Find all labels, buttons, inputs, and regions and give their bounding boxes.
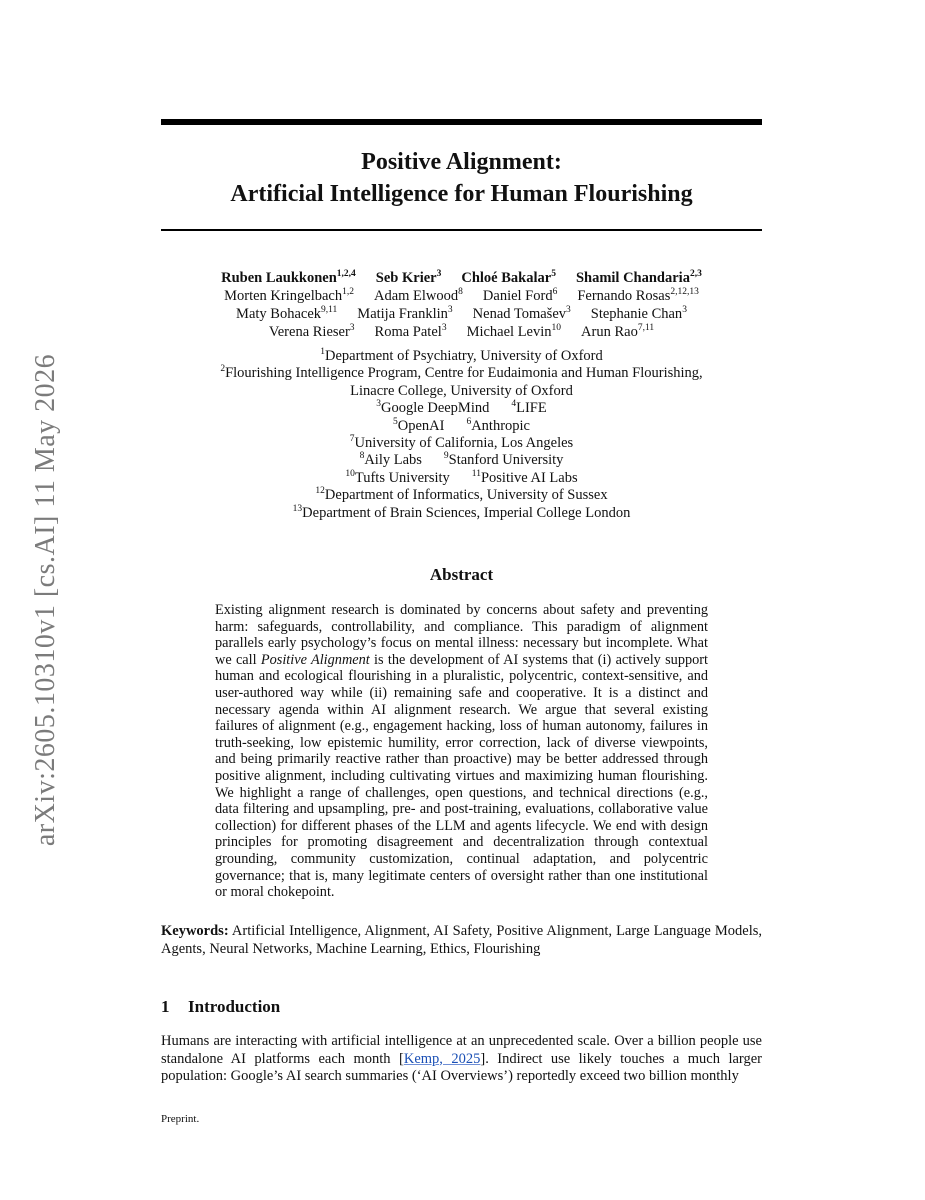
introduction-paragraph — [161, 1033, 762, 1086]
affiliation-text: Stanford University — [448, 452, 564, 469]
abstract-emphasis: Positive Alignment — [260, 651, 370, 668]
keywords-text: Artificial Intelligence, Alignment, AI Safety, Positive Alignment, Large Language Models, Agents, Neural Networks, Machine Learning, Ethics, Flourishing — [161, 923, 763, 957]
citation-link-kemp-2025[interactable]: Kemp, 2025 — [403, 1050, 481, 1067]
author-name-text: Shamil Chandaria — [575, 270, 690, 286]
author-name — [374, 287, 463, 305]
affiliation-text: Positive AI Labs — [480, 469, 578, 486]
author-name — [591, 305, 687, 323]
author-name-text: Verena Rieser — [268, 324, 350, 340]
author-name-text: Ruben Laukkonen — [221, 270, 337, 286]
author-affiliation-marker: 3 — [566, 305, 571, 316]
author-affiliation-marker: 1,2,4 — [336, 269, 356, 280]
author-line — [161, 287, 762, 305]
author-affiliation-marker: 3 — [441, 323, 447, 334]
affiliation-text: Anthropic — [471, 417, 530, 434]
affiliation-marker: 6 — [466, 416, 472, 427]
affiliation-text: Flourishing Intelligence Program, Centre for Eudaimonia and Human Flourishing, — [225, 365, 703, 382]
author-affiliation-marker: 10 — [551, 323, 562, 334]
affiliation — [444, 452, 564, 468]
affiliation-line — [161, 418, 762, 435]
affiliation-marker: 10 — [345, 469, 355, 480]
affiliation — [220, 365, 702, 381]
affiliation-text: Linacre College, University of Oxford — [350, 382, 573, 399]
abstract-text-rest: is the development of AI systems that (i) actively support human and ecological flourishing in a pluralistic, polycentric, context-sensitive, and user-authored way while (ii) remaining safe and cooperative. It is a distinct and necessary agenda within AI alignment research. We argue that several existing failures of alignment (e.g., engagement hacking, loss of human autonomy, failures in truth-seeking, low epistemic humility, error correction, lack of diverse viewpoints, and being primarily reactive rather than proactive) may be better addressed through positive alignment, including cultivating virtues and maximizing human flourishing. We highlight a range of challenges, open questions, and technical directions (e.g., data filtering and upsampling, pre- and post-training, evaluations, collaborative value collection) for different phases of the LLM and agents lifecycle. We end with design principles for promoting disagreement and decentralization through contextual grounding, community customization, continual adaptation, and polycentric governance; that is, many legitimate centers of oversight rather than one institutional or moral chokepoint. — [215, 651, 708, 901]
author-line — [161, 269, 762, 287]
author-name-text: Maty Bohacek — [236, 306, 322, 322]
affiliation-text: University of California, Los Angeles — [354, 435, 574, 452]
affiliation-line — [161, 505, 762, 522]
affiliation — [350, 435, 573, 451]
author-affiliation-marker: 1,2 — [342, 287, 354, 298]
author-name-text: Nenad Tomašev — [472, 306, 567, 322]
affiliation-line — [161, 487, 762, 504]
author-name-text: Fernando Rosas — [577, 288, 671, 304]
affiliation-text: Department of Brain Sciences, Imperial College London — [302, 504, 631, 521]
author-name — [581, 323, 654, 341]
affiliation-line — [161, 435, 762, 452]
author-affiliation-marker: 3 — [349, 323, 355, 334]
arxiv-identifier: arXiv:2605.10310v1 [cs.AI] 11 May 2026 — [30, 353, 61, 847]
affiliation-text: Tufts University — [354, 469, 450, 486]
author-affiliation-marker: 6 — [552, 287, 558, 298]
affiliation-marker: 11 — [471, 469, 481, 480]
author-affiliation-marker: 8 — [458, 287, 463, 298]
author-affiliation-marker: 5 — [551, 269, 556, 280]
affiliation — [293, 505, 631, 521]
author-name-text: Chloé Bakalar — [461, 270, 552, 286]
author-name — [236, 305, 337, 323]
intro-text-start: Humans are interacting with artificial intelligence at an unprecedented scale. Over a billion people use standalone AI platforms each month [ — [161, 1033, 762, 1067]
author-name — [224, 287, 354, 305]
affiliation — [360, 452, 422, 468]
author-name — [577, 287, 699, 305]
affiliation-marker: 5 — [392, 416, 398, 427]
author-name-text: Morten Kringelbach — [224, 288, 343, 304]
author-name-text: Daniel Ford — [482, 288, 553, 304]
affiliation — [511, 400, 546, 416]
author-affiliation-marker: 3 — [447, 305, 453, 316]
author-affiliation-marker: 2,3 — [689, 269, 702, 280]
affiliation-text: OpenAI — [397, 417, 445, 434]
title-line-2: Artificial Intelligence for Human Flourishing — [230, 181, 693, 207]
title-bottom-rule — [161, 229, 762, 231]
author-name-text: Matija Franklin — [357, 306, 448, 322]
affiliation-line — [161, 470, 762, 487]
abstract-text-start: Existing alignment research is dominated by concerns about safety and preventing harm: safeguards, controllability, and compliance. This paradigm of alignment parallels early psychology’s focus on mental illness: necessary but incomplete. What we call — [215, 602, 708, 668]
affiliation — [320, 348, 602, 364]
affiliation-marker: 13 — [292, 503, 303, 514]
author-list — [161, 269, 762, 341]
affiliation-text: Department of Informatics, University of Sussex — [324, 487, 608, 504]
author-name — [467, 323, 561, 341]
section-heading-introduction — [161, 997, 280, 1017]
author-name — [461, 269, 556, 287]
affiliation-text: LIFE — [516, 400, 547, 417]
author-affiliation-marker: 2,12,13 — [670, 287, 699, 298]
affiliation-marker: 8 — [359, 451, 365, 462]
affiliation-marker: 9 — [443, 451, 449, 462]
author-name — [375, 323, 447, 341]
affiliation-marker: 12 — [315, 486, 325, 497]
author-name-text: Seb Krier — [375, 270, 437, 286]
author-affiliation-marker: 7,11 — [637, 323, 655, 334]
title-top-rule — [161, 119, 762, 125]
abstract-heading: Abstract — [429, 565, 494, 584]
author-affiliation-marker: 9,11 — [321, 305, 338, 316]
author-name-text: Arun Rao — [581, 324, 638, 340]
affiliation-line — [161, 452, 762, 469]
affiliation-list — [161, 348, 762, 522]
affiliation — [472, 470, 578, 486]
author-affiliation-marker: 3 — [682, 305, 687, 316]
section-title: Introduction — [188, 997, 281, 1016]
affiliation — [466, 418, 530, 434]
author-name-text: Adam Elwood — [373, 288, 459, 304]
author-name-text: Stephanie Chan — [590, 306, 683, 322]
section-number: 1 — [161, 997, 170, 1016]
intro-text-rest: ]. Indirect use likely touches a much larger population: Google’s AI search summaries (‘AI Overviews’) reportedly exceed two billion monthly — [161, 1050, 762, 1084]
affiliation-marker: 1 — [320, 347, 326, 358]
title-line-1: Positive Alignment: — [361, 149, 562, 175]
affiliation-text: Department of Psychiatry, University of Oxford — [325, 348, 603, 364]
author-name-text: Roma Patel — [374, 324, 442, 340]
keywords — [161, 923, 762, 958]
author-affiliation-marker: 3 — [436, 269, 442, 280]
author-name — [576, 269, 702, 287]
affiliation — [350, 383, 573, 399]
affiliation-marker: 4 — [511, 399, 517, 410]
affiliation-marker: 2 — [220, 364, 226, 375]
author-name-text: Michael Levin — [466, 324, 552, 340]
affiliation — [376, 400, 489, 416]
author-name — [269, 323, 355, 341]
keywords-label: Keywords: — [161, 923, 229, 939]
author-name — [221, 269, 356, 287]
affiliation — [393, 418, 444, 434]
author-name — [473, 305, 571, 323]
author-name — [357, 305, 452, 323]
author-name — [483, 287, 557, 305]
footer-preprint: Preprint. — [161, 1113, 200, 1125]
abstract-text — [215, 602, 708, 901]
author-line — [161, 323, 762, 341]
paper-title — [161, 146, 762, 210]
affiliation-marker: 7 — [349, 434, 355, 445]
author-name — [376, 269, 442, 287]
affiliation-line — [161, 400, 762, 417]
affiliation-marker: 3 — [376, 399, 382, 410]
affiliation-line — [161, 383, 762, 400]
arxiv-identifier-stamp — [24, 335, 68, 865]
affiliation — [315, 487, 607, 503]
affiliation-line — [161, 348, 762, 365]
affiliation-text: Aily Labs — [364, 452, 422, 469]
affiliation-line — [161, 365, 762, 382]
affiliation — [345, 470, 449, 486]
author-line — [161, 305, 762, 323]
affiliation-text: Google DeepMind — [381, 400, 490, 417]
